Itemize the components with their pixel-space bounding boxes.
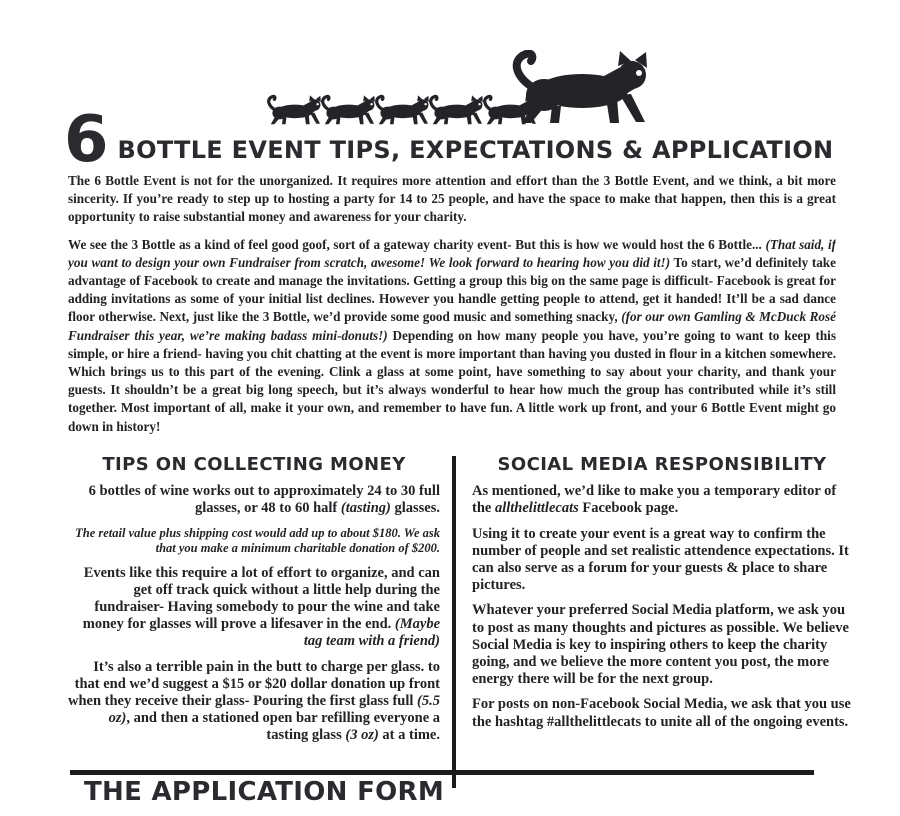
paragraph: Whatever your preferred Social Media platform, we ask you to post as many thoughts and pictures as possible. We believe Social Media is key to inspiring others to keep the charity going, and we believe the more content you post, the more energy there will be for the next group. [472,602,849,688]
paragraph: The retail value plus shipping cost would add up to about $180. We ask that you make a minimum charitable donation of $200. [75,525,440,556]
cat-family-illustration [262,50,662,126]
paragraph: 6 bottles of wine works out to approximately 24 to 30 full glasses, or 48 to 60 half (tasting) glasses. [88,483,440,517]
page-title [64,103,834,177]
column-divider-rule [452,456,456,788]
left-column-body [68,483,440,744]
section-divider-rule [70,770,814,775]
intro-section [68,172,836,454]
cat-icon [517,51,647,123]
paragraph: Using it to create your event is a great way to confirm the number of people and set realistic attendence expectations. It can also serve as a forum for your guests & place to share pictures. [472,525,849,594]
column-tips-on-collecting-money [68,456,440,770]
left-column-heading: TIPS ON COLLECTING MONEY [102,456,406,475]
paragraph: As mentioned, we’d like to make you a temporary editor of the allthelittlecats Facebook page. [472,483,837,517]
big-number-6: 6 [64,103,109,177]
paragraph: Events like this require a lot of effort to organize, and can get off track quick without a little help during the fundraiser- Having somebody to pour the wine and take money for glasses will prove a lifesaver in the end. (Maybe tag team with a friend) [82,564,440,650]
paragraph: The 6 Bottle Event is not for the unorganized. It requires more attention and effort than the 3 Bottle Event, and we think, a bit more sincerity. If you’re ready to step up to hosting a party for 14 to 25 people, and have the space to make that happen, then this is a great opportunity to raise substantial money and awareness for your charity. [68,173,836,225]
paragraph: We see the 3 Bottle as a kind of feel good goof, sort of a gateway charity event- But this is how we would host the 6 Bottle... (That said, if you want to design your own Fundraiser from scratch, awesome! We look forward to hearing how you did it!) To start, we’d definitely take advantage of Facebook to create and manage the invitations. Getting a group this big on the same page is difficult- Facebook is great for adding invitations as some of your initial list declines. However you handle getting people to attend, get it handed! It’ll be a sad dance floor otherwise. Next, just like the 3 Bottle, we’d provide some good music and something snacky, (for our own Gamling & McDuck Rosé Fundraiser this year, we’re making badass mini-donuts!) Depending on how many people you have, you’re going to want to keep this simple, or hire a friend- having you chit chatting at the event is more important than having you dusted in flour in a kitchen somewhere. Which brings us to this part of the evening. Clink a glass at some point, have something to say about your charity, and thank your guests. It shouldn’t be a great big long speech, but it’s always wonderful to hear how much the group has contributed while it’s still together. Most important of all, make it your own, and remember to have fun. A little work up front, and your 6 Bottle Event might go down in history! [68,236,836,434]
paragraph: For posts on non-Facebook Social Media, we ask that you use the hashtag #allthelittlecats to unite all of the ongoing events. [472,696,851,730]
page-title-text: BOTTLE EVENT TIPS, EXPECTATIONS & APPLICATION [117,135,834,164]
paragraph: It’s also a terrible pain in the butt to charge per glass. to that end we’d suggest a $15 or $20 dollar donation up front when they receive their glass- Pouring the first glass full (5.5 oz), and then a stationed open bar refilling everyone a tasting glass (3 oz) at a time. [68,658,440,744]
application-form-heading: THE APPLICATION FORM [84,777,445,807]
column-social-media-responsibility [472,456,852,770]
right-column-body [472,483,852,731]
right-column-heading: SOCIAL MEDIA RESPONSIBILITY [497,456,827,475]
